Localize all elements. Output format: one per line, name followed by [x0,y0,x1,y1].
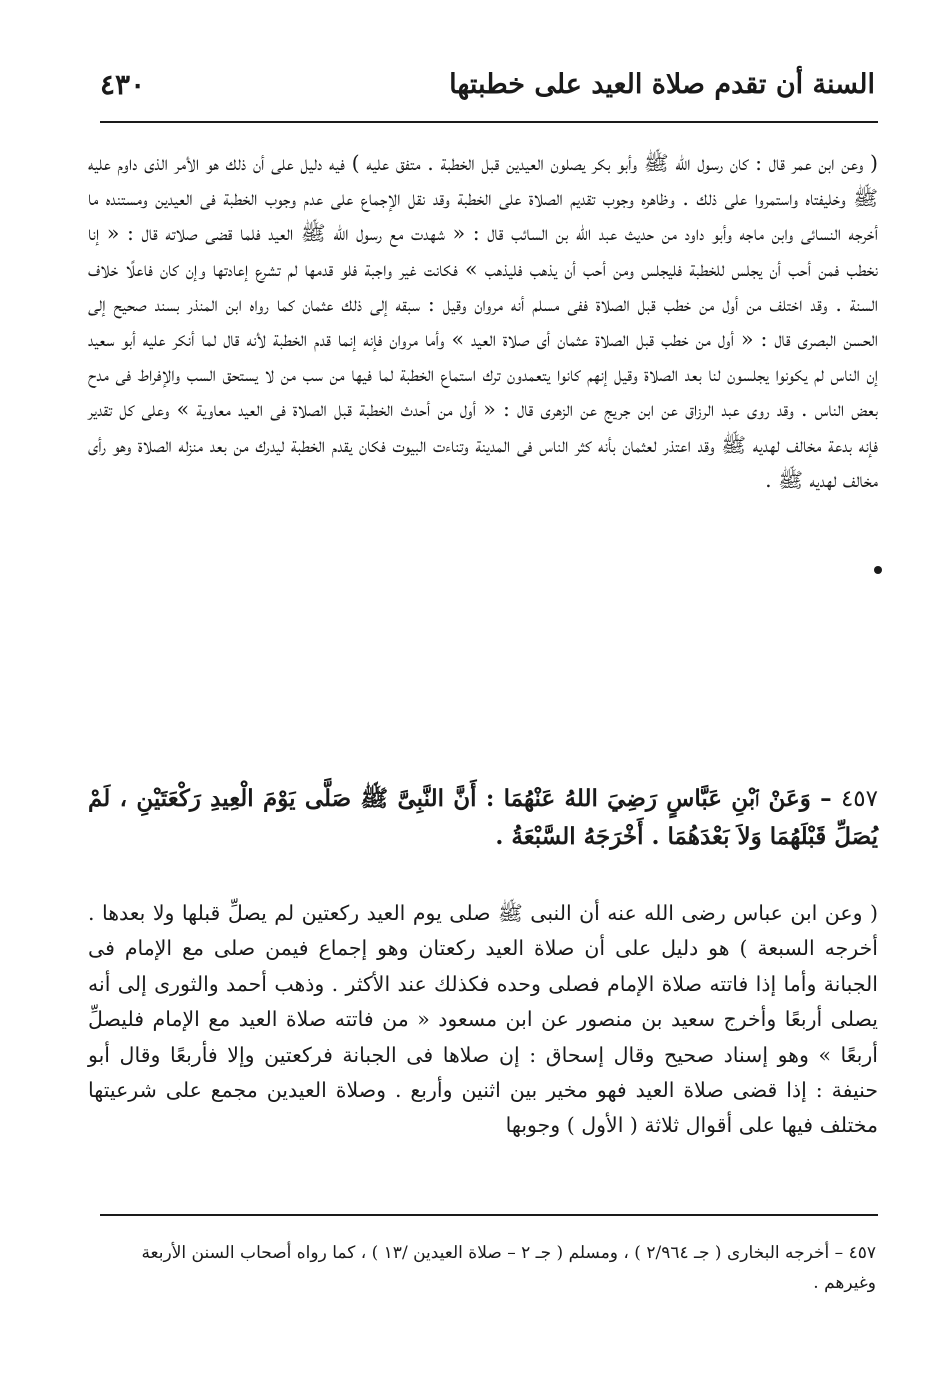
header-rule [100,121,878,123]
hadith-text: – وَعَنْ ٱبْنِ عَبَّاسٍ رَضِيَ اللهُ عَنْهُمَا : أَنَّ النَّبِىَّ ﷺ صَلَّى يَوْمَ الْعِيدِ رَكْعَتَيْنِ ، لَمْ يُصَلِّ قَبْلَهُمَا وَلاَ بَعْدَهُمَا . أَخْرَجَهُ السَّبْعَةُ . [88,785,878,850]
footnote-text: ٤٥٧ – أخرجه البخارى ( جـ ٢/٩٦٤ ) ، ومسلم ( جـ ٢ – صلاة العيدين /١٣ ) ، كما رواه أصحاب السنن الأربعة وغيرهم . [141,1243,876,1293]
page-number: ٤٣٠ [100,67,146,101]
footnote [96,1238,876,1298]
commentary-text-1: ( وعن ابن عمر قال : كان رسول الله ﷺ وأبو بكر يصلون العيدين قبل الخطبة . متفق عليه ) فيه دليل على أن ذلك هو الأمر الذى داوم عليه ﷺ وخليفتاه واستمروا على ذلك . وظاهره وجوب تقديم الصلاة على الخطبة وقد نقل الإجماع على عدم وجوب الخطبة فى العيدين ومستنده ما أخرجه النسائى وابن ماجه وأبو داود من حديث عبد الله بن السائب قال : « شهدت مع رسول الله ﷺ العيد فلما قضى صلاته قال : « إنا نخطب فمن أحب أن يجلس للخطبة فليجلس ومن أحب أن يذهب فليذهب » فكانت غير واجبة فلو قدمها لم تشرع إعادتها وإن كان فاعلًا خلاف السنة . وقد اختلف من أول من خطب قبل الصلاة ففى مسلم أنه مروان وقيل : سبقه إلى ذلك عثمان كما رواه ابن المنذر بسند صحيح إلى الحسن البصرى قال : « أول من خطب قبل الصلاة عثمان أى صلاة العيد » وأما مروان فإنه إنما قدم الخطبة لأنه قال لما أنكر عليه أبو سعيد إن الناس لم يكونوا يجلسون لنا بعد الصلاة وقيل إنهم كانوا يتعمدون ترك استماع الخطبة لما فيها من سب من لا يستحق السب والإفراط فى مدح بعض الناس . وقد روى عبد الرزاق عن ابن جريج عن الزهرى قال : « أول من أحدث الخطبة قبل الصلاة فى العيد معاوية » وعلى كل تقدير فإنه بدعة مخالف لهديه ﷺ وقد اعتذر لعثمان بأنه كثر الناس فى المدينة وتناءت البيوت فكان يقدم الخطبة ليدرك من بعد منزله الصلاة وهو رأى مخالف لهديه ﷺ . [88,151,878,492]
commentary-paragraph-1 [88,146,878,498]
page-header [100,62,875,106]
hadith-block [88,780,878,856]
running-title: السنة أن تقدم صلاة العيد على خطبتها [449,68,875,100]
hadith-number: ٤٥٧ [840,786,878,812]
commentary-paragraph-2 [88,896,878,1144]
margin-dot [874,566,882,574]
footnote-rule [100,1214,878,1216]
commentary-text-2: ( وعن ابن عباس رضى الله عنه أن النبى ﷺ صلى يوم العيد ركعتين لم يصلِّ قبلها ولا بعدها . أخرجه السبعة ) هو دليل على أن صلاة العيد ركعتان وهو إجماع فيمن صلى مع الإمام فى الجبانة وأما إذا فاتته صلاة الإمام فصلى وحده فكذلك عند الأكثر . وذهب أحمد والثورى إلى أنه يصلى أربعًا وأخرج سعيد بن منصور عن ابن مسعود « من فاتته صلاة العيد مع الإمام فليصلِّ أربعًا » وهو إسناد صحيح وقال إسحاق : إن صلاها فى الجبانة فركعتين وإلا فأربعًا وقال أبو حنيفة : إذا قضى صلاة العيد فهو مخير بين اثنين وأربع . وصلاة العيدين مجمع على شرعيتها مختلف فيها على أقوال ثلاثة ( الأول ) وجوبها [88,901,878,1138]
